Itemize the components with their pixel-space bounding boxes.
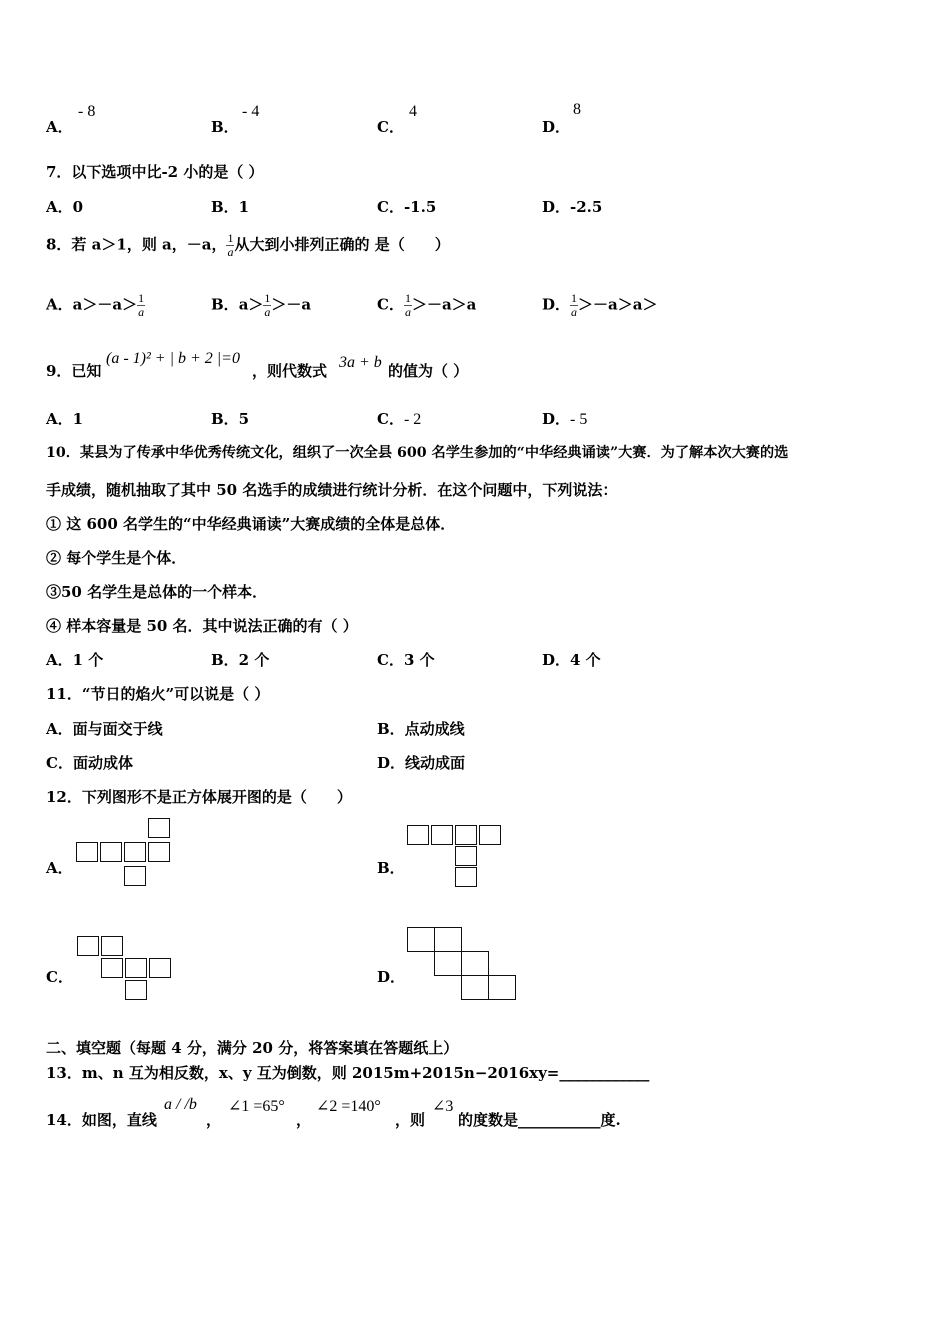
net-square: [407, 825, 429, 845]
net-square: [149, 958, 171, 978]
net-square: [101, 958, 123, 978]
q14-sep-1: ，: [206, 1111, 222, 1129]
q7-option-d: D．-2.5: [542, 198, 603, 216]
q9-stem-mid: ，则代数式: [252, 362, 328, 380]
net-square: [124, 842, 146, 862]
q6-option-b: B．: [211, 118, 239, 136]
q8-stem: 8．若 a＞1，则 a，－a， $\frac{1}{a}$ 从大到小排列正确的 是（ ）: [46, 231, 450, 259]
q11-option-b: B．点动成线: [377, 720, 465, 738]
net-square: [407, 927, 435, 952]
q8-stem-fraction: $\frac{1}{a}$: [227, 231, 234, 259]
q10-statement-1: ① 这 600 名学生的“中华经典诵读”大赛成绩的全体是总体．: [46, 515, 456, 533]
q6-option-a: A．: [46, 118, 73, 136]
q9-expression: 3a + b: [339, 354, 382, 371]
net-square: [148, 818, 170, 838]
q9-stem: 9．已知: [46, 362, 102, 380]
q12-option-b-label: B．: [377, 859, 405, 877]
net-square: [124, 866, 146, 886]
net-square: [461, 975, 489, 1000]
q13-stem: 13．m、n 互为相反数，x、y 互为倒数，则 2015m+2015n−2016xy=____________: [46, 1064, 650, 1082]
q14-stem: 14．如图，直线: [46, 1111, 157, 1129]
q12-option-c-label: C．: [46, 968, 73, 986]
q6-option-d-value: 8: [573, 101, 581, 118]
q14-stem-mid: ，则: [395, 1111, 426, 1129]
q11-option-a: A．面与面交于线: [46, 720, 163, 738]
net-square: [434, 951, 462, 976]
net-square: [455, 846, 477, 866]
net-square: [479, 825, 501, 845]
q8-option-d: D． $\frac{1}{a}$ ＞－a＞a＞: [542, 291, 658, 319]
q7-option-b: B．1: [211, 198, 250, 216]
net-square: [76, 842, 98, 862]
net-square: [101, 936, 123, 956]
net-square: [125, 958, 147, 978]
q14-parallel: a / /b: [164, 1096, 197, 1113]
q7-option-c: C．-1.5: [377, 198, 437, 216]
net-square: [77, 936, 99, 956]
net-square: [455, 867, 477, 887]
q11-option-c: C．面动成体: [46, 754, 133, 772]
q9-option-d: D．- 5: [542, 410, 588, 428]
net-square: [125, 980, 147, 1000]
q8-option-a: A．a＞－a＞ $\frac{1}{a}$: [46, 291, 145, 319]
q14-angle-3: ∠3: [432, 1098, 454, 1115]
q6-option-d: D．: [542, 118, 571, 136]
net-square: [461, 951, 489, 976]
net-square: [455, 825, 477, 845]
q11-option-d: D．线动成面: [377, 754, 466, 772]
q12-option-a-label: A．: [46, 859, 73, 877]
q9-option-c: C．- 2: [377, 410, 422, 428]
q11-stem: 11．“节日的焰火”可以说是（ ）: [46, 685, 270, 703]
q7-option-a: A．0: [46, 198, 84, 216]
q14-angle-1: ∠1 =65°: [228, 1098, 285, 1115]
q10-option-a: A．1 个: [46, 651, 104, 669]
net-square: [431, 825, 453, 845]
q6-option-c: C．: [377, 118, 404, 136]
q10-option-d: D．4 个: [542, 651, 601, 669]
q14-stem-end: 的度数是___________度.: [458, 1111, 621, 1129]
q10-option-c: C．3 个: [377, 651, 435, 669]
q12-stem: 12．下列图形不是正方体展开图的是（ ）: [46, 788, 352, 806]
q6-option-c-value: 4: [409, 103, 417, 120]
q8-option-c: C． $\frac{1}{a}$ ＞－a＞a: [377, 291, 477, 319]
q14-sep-2: ，: [296, 1111, 312, 1129]
q10-stem-line2: 手成绩，随机抽取了其中 50 名选手的成绩进行统计分析．在这个问题中，下列说法：: [46, 481, 618, 499]
q9-equation: (a - 1)² + | b + 2 |=0: [106, 350, 240, 367]
section-2-title: 二、填空题（每题 4 分，满分 20 分，将答案填在答题纸上）: [46, 1039, 459, 1057]
q6-option-b-value: - 4: [242, 103, 260, 120]
q10-statement-3: ③50 名学生是总体的一个样本．: [46, 583, 268, 601]
q6-option-a-value: - 8: [78, 103, 96, 120]
q10-statement-2: ② 每个学生是个体．: [46, 549, 187, 567]
net-square: [100, 842, 122, 862]
net-square: [434, 927, 462, 952]
q10-statement-4: ④ 样本容量是 50 名．其中说法正确的有（ ）: [46, 617, 358, 635]
net-square: [488, 975, 516, 1000]
q10-option-b: B．2 个: [211, 651, 270, 669]
q10-stem-line1: 10．某县为了传承中华优秀传统文化，组织了一次全县 600 名学生参加的“中华经典诵读”大赛．为了解本次大赛的选: [46, 445, 789, 461]
q8-option-b: B．a＞ $\frac{1}{a}$ ＞－a: [211, 291, 312, 319]
q14-angle-2: ∠2 =140°: [316, 1098, 381, 1115]
q12-option-d-label: D．: [377, 968, 406, 986]
q9-stem-end: 的值为（ ）: [388, 362, 469, 380]
q9-option-a: A．1: [46, 410, 84, 428]
net-square: [148, 842, 170, 862]
q7-stem: 7．以下选项中比-2 小的是（ ）: [46, 163, 264, 181]
q9-option-b: B．5: [211, 410, 250, 428]
